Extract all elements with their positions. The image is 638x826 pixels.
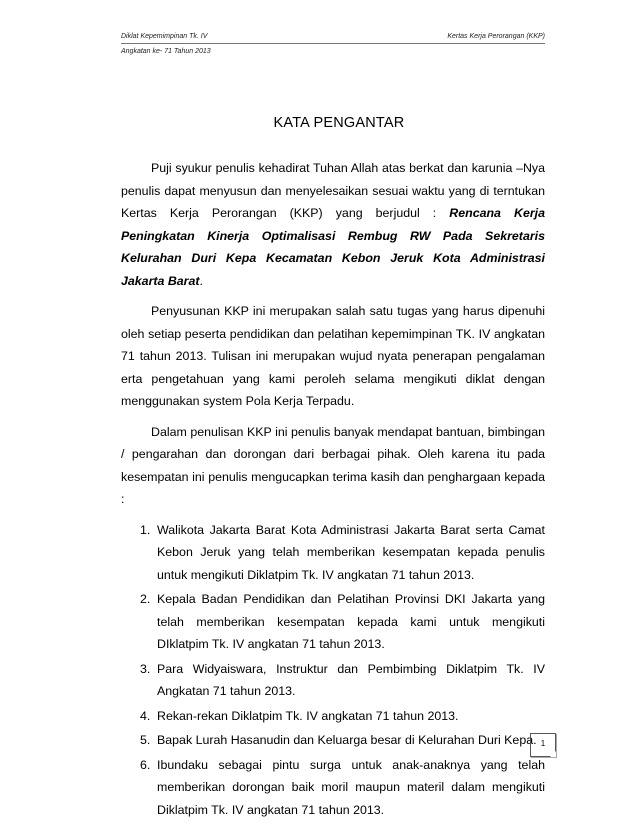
list-number: 5. <box>140 733 151 747</box>
header-subtitle: Angkatan ke- 71 Tahun 2013 <box>121 48 211 55</box>
list-text: Walikota Jakarta Barat Kota Administrasi Jakarta Barat serta Camat Kebon Jeruk yang telah memberikan kesempatan kepada penulis untuk mengikuti Diklatpim Tk. IV angkatan 71 tahun 2013. <box>157 522 545 582</box>
intro-text: Puji syukur penulis kehadirat Tuhan Allah atas berkat dan karunia –Nya penulis dapat menyusun dan menyelesaikan sesuai waktu yang di terntukan Kertas Kerja Perorangan (KKP) yang berjudul : <box>121 161 545 220</box>
document-body <box>121 157 545 823</box>
list-number: 1. <box>140 522 151 537</box>
list-text: Ibundaku sebagai pintu surga untuk anak-anaknya yang telah memberikan dorongan baik moril maupun materil dalam mengikuti Diklatpim Tk. IV angkatan 71 tahun 2013. <box>157 757 545 817</box>
list-item <box>121 729 545 752</box>
list-number: 6. <box>140 757 151 772</box>
list-item <box>121 705 545 728</box>
kkp-title: Rencana Kerja Peningkatan Kinerja Optimalisasi Rembug RW Pada Sekretaris Kelurahan Duri Kepa Kecamatan Kebon Jeruk Kota Administrasi Jakarta Barat <box>121 206 545 288</box>
header-top-row <box>121 31 545 44</box>
list-number: 4. <box>140 708 151 723</box>
header-right-text: Kertas Kerja Perorangan (KKP) <box>447 33 545 40</box>
paragraph-purpose: Penyusunan KKP ini merupakan salah satu tugas yang harus dipenuhi oleh setiap peserta pendidikan dan pelatihan kepemimpinan TK. IV angkatan 71 tahun 2013. Tulisan ini merupakan wujud nyata penerapan pengalaman erta pengetahuan yang kami peroleh selama mengikuti diklat dengan menggunakan system Pola Kerja Terpadu. <box>121 304 545 408</box>
list-item <box>121 519 545 587</box>
thanks-list <box>121 519 545 822</box>
list-text: Rekan-rekan Diklatpim Tk. IV angkatan 71 tahun 2013. <box>157 708 459 723</box>
page-header <box>121 31 545 57</box>
list-item <box>121 658 545 703</box>
list-text: Bapak Lurah Hasanudin dan Keluarga besar di Kelurahan Duri Kepa. <box>157 733 537 747</box>
list-text: Para Widyaiswara, Instruktur dan Pembimbing Diklatpim Tk. IV Angkatan 71 tahun 2013. <box>157 661 545 698</box>
list-item <box>121 754 545 822</box>
paragraph-thanks-intro: Dalam penulisan KKP ini penulis banyak mendapat bantuan, bimbingan / pengarahan dan dorongan dari berbagai pihak. Oleh karena itu pada kesempatan ini penulis mengucapkan terima kasih dan penghargaan kepada : <box>121 424 545 506</box>
page-number: 1 <box>530 733 556 757</box>
list-item <box>121 588 545 656</box>
list-number: 3. <box>140 661 151 676</box>
list-text: Kepala Badan Pendidikan dan Pelatihan Provinsi DKI Jakarta yang telah memberikan kesempatan kepada kami untuk mengikuti DIklatpim Tk. IV angkatan 71 tahun 2013. <box>157 592 545 651</box>
paragraph-intro <box>121 157 545 292</box>
intro-end: . <box>199 273 203 288</box>
list-number: 2. <box>140 592 151 606</box>
header-left-text: Diklat Kepemimpinan Tk. IV <box>121 33 208 40</box>
page-title: KATA PENGANTAR <box>273 115 405 131</box>
